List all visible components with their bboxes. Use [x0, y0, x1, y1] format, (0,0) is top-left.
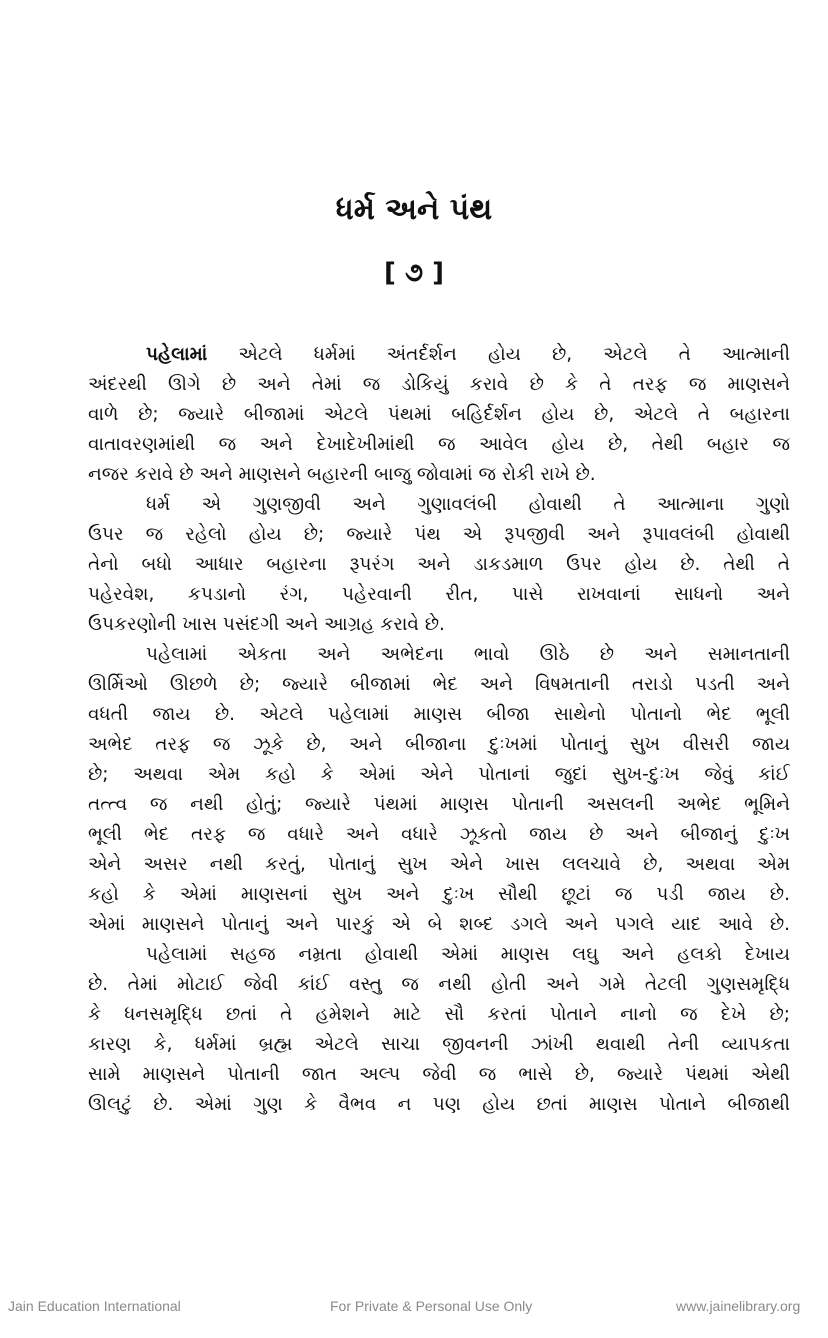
text-line: ઊર્મિઓ ઊછળે છે; જ્યારે બીજામાં ભેદ અને વિષમતાની તરાડો પડતી અને: [88, 674, 790, 695]
text-line: અંદરથી ઊગે છે અને તેમાં જ ડોકિયું કરાવે છે કે તે તરફ જ માણસને: [88, 374, 790, 395]
footer-publisher: Jain Education International: [8, 1298, 181, 1314]
text-line: ભૂલી ભેદ તરફ જ વધારે અને વધારે ઝૂકતો જાય છે અને બીજાનું દુઃખ: [88, 824, 790, 845]
line-text: એટલે ધર્મમાં અંતર્દર્શન હોય છે, એટલે તે આત્માની: [207, 344, 790, 365]
text-line: સામે માણસને પોતાની જાત અલ્પ જેવી જ ભાસે છે, જ્યારે પંથમાં એથી: [88, 1064, 790, 1085]
text-line: ઊલટું છે. એમાં ગુણ કે વૈભવ ન પણ હોય છતાં માણસ પોતાને બીજાથી: [88, 1094, 790, 1115]
text-line: તેનો બધો આધાર બહારના રૂપરંગ અને ડાકડમાળ ઉપર હોય છે. તેથી તે: [88, 554, 790, 575]
page-title: ધર્મ અને પંથ: [335, 192, 493, 227]
text-line: વાતાવરણમાંથી જ અને દેખાદેખીમાંથી જ આવેલ હોય છે, તેથી બહાર જ: [88, 434, 790, 455]
text-line: વધતી જાય છે. એટલે પહેલામાં માણસ બીજા સાથેનો પોતાનો ભેદ ભૂલી: [88, 704, 790, 725]
text-line: પહેલામાં એકતા અને અભેદના ભાવો ઊઠે છે અને સમાનતાની: [146, 644, 790, 665]
text-line: એને અસર નથી કરતું, પોતાનું સુખ એને ખાસ લલચાવે છે, અથવા એમ: [88, 854, 790, 875]
text-line: કે ધનસમૃદ્ધિ છતાં તે હમેશને માટે સૌ કરતાં પોતાને નાનો જ દેખે છે;: [88, 1004, 790, 1025]
text-line: કારણ કે, ધર્મમાં બ્રહ્મ એટલે સાચા જીવનની ઝાંખી થવાથી તેની વ્યાપકતા: [88, 1034, 790, 1055]
footer-website: www.jainelibrary.org: [676, 1298, 801, 1314]
text-line: ઉપર જ રહેલો હોય છે; જ્યારે પંથ એ રૂપજીવી અને રૂપાવલંબી હોવાથી: [88, 524, 790, 545]
text-line: તત્ત્વ જ નથી હોતું; જ્યારે પંથમાં માણસ પોતાની અસલની અભેદ ભૂમિને: [88, 794, 790, 815]
text-line: અભેદ તરફ જ ઝૂકે છે, અને બીજાના દુઃખમાં પોતાનું સુખ વીસરી જાય: [88, 734, 790, 755]
text-line: છે; અથવા એમ કહો કે એમાં એને પોતાનાં જુદાં સુખ-દુઃખ જેવું કાંઈ: [88, 764, 790, 785]
chapter-number: [ ૭ ]: [384, 258, 444, 288]
text-line: એમાં માણસને પોતાનું અને પારકું એ બે શબ્દ ડગલે અને પગલે યાદ આવે છે.: [88, 914, 790, 935]
text-line: [88, 340, 790, 370]
text-line: ધર્મ એ ગુણજીવી અને ગુણાવલંબી હોવાથી તે આત્માના ગુણો: [146, 494, 790, 515]
text-line: કહો કે એમાં માણસનાં સુખ અને દુઃખ સૌથી છૂટાં જ પડી જાય છે.: [88, 884, 790, 905]
text-line: પહેરવેશ, કપડાનો રંગ, પહેરવાની રીત, પાસે રાખવાનાં સાધનો અને: [88, 584, 790, 605]
text-line: છે. તેમાં મોટાઈ જેવી કાંઈ વસ્તુ જ નથી હોતી અને ગમે તેટલી ગુણસમૃદ્ધિ: [88, 974, 790, 995]
text-line: પહેલામાં સહજ નમ્રતા હોવાથી એમાં માણસ લઘુ અને હલકો દેખાય: [146, 944, 790, 965]
text-line: નજર કરાવે છે અને માણસને બહારની બાજુ જોવામાં જ રોકી રાખે છે.: [88, 464, 596, 485]
lead-word: પહેલામાં: [146, 344, 208, 365]
text-line: ઉપકરણોની ખાસ પસંદગી અને આગ્રહ કરાવે છે.: [88, 614, 445, 635]
body-text: [88, 340, 790, 1120]
footer-usage-note: For Private & Personal Use Only: [330, 1298, 533, 1314]
text-line: વાળે છે; જ્યારે બીજામાં એટલે પંથમાં બહિર્દર્શન હોય છે, એટલે તે બહારના: [88, 404, 790, 425]
